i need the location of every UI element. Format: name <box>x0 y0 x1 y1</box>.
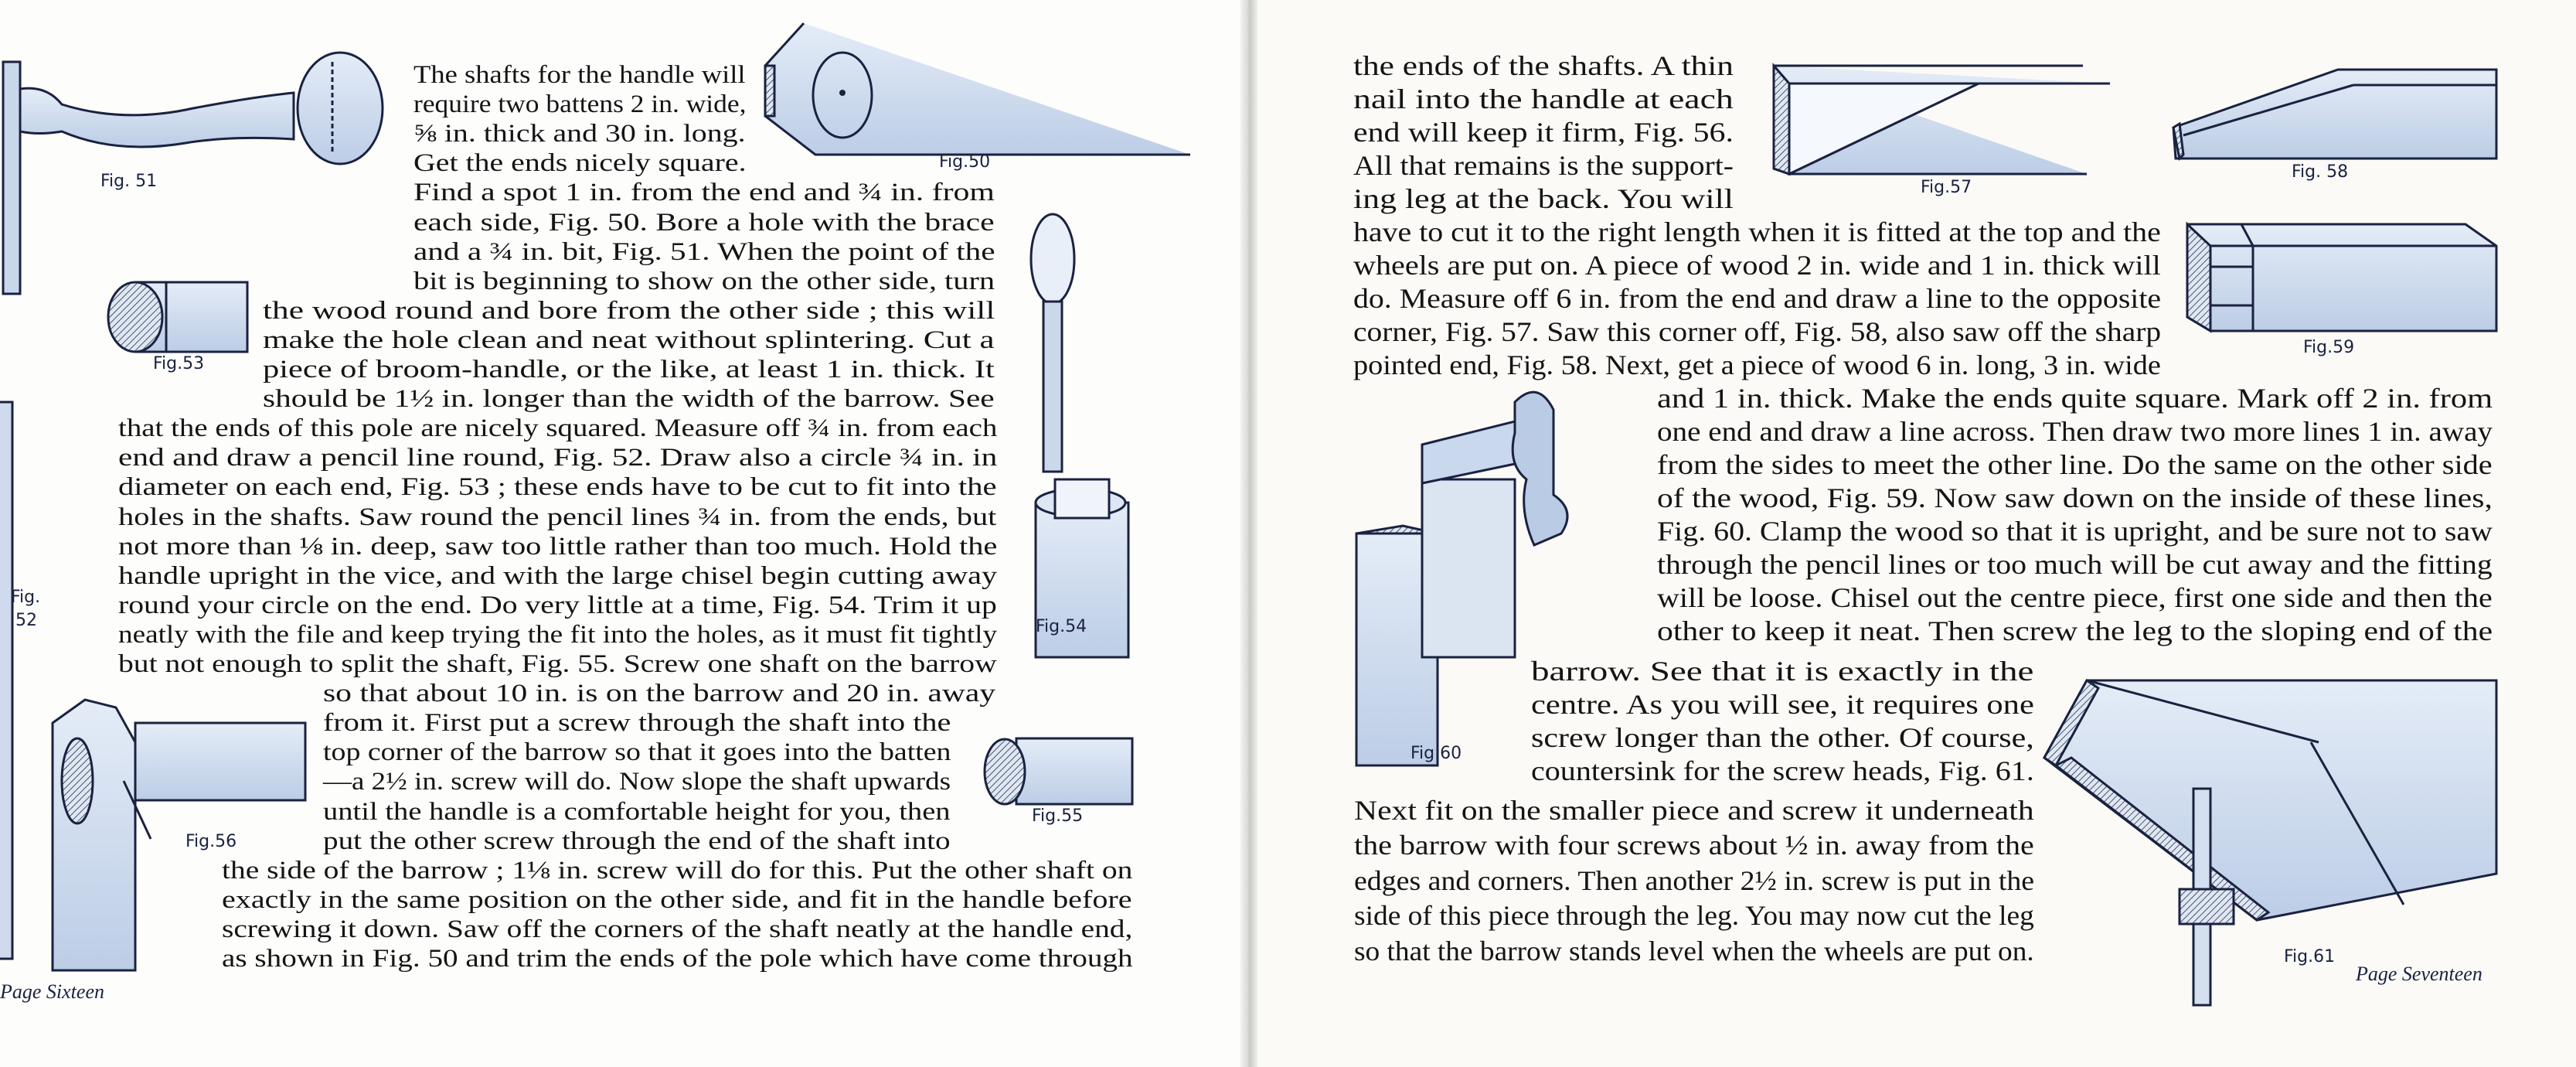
fig53-pole-end-illustration <box>108 282 247 352</box>
text-line: holes in the shafts. Saw round the pencil lines ¾ in. from the ends, but <box>118 503 997 531</box>
fig61-caption: Fig.61 <box>2284 947 2336 966</box>
text-line: piece of broom-handle, or the like, at least 1 in. thick. It <box>263 356 995 384</box>
text-line: diameter on each end, Fig. 53 ; these ends have to be cut to fit into the <box>118 473 997 501</box>
text-line: but not enough to split the shaft, Fig. 55. Screw one shaft on the barrow <box>118 650 997 678</box>
text-line: other to keep it neat. Then screw the leg to the sloping end of the <box>1657 615 2493 646</box>
text-line: should be 1½ in. longer than the width of the barrow. See <box>263 385 995 413</box>
text-line: barrow. See that it is exactly in the <box>1531 656 2034 687</box>
page-number-right: Page Seventeen <box>2356 963 2482 985</box>
fig52-caption-label: Fig. <box>11 588 41 607</box>
text-line: screwing it down. Saw off the corners of the shaft neatly at the handle end, <box>222 915 1133 943</box>
fig61-barrow-leg-illustration <box>2044 680 2496 1005</box>
text-line: of the wood, Fig. 59. Now saw down on the inside of these lines, <box>1657 482 2493 513</box>
text-line: one end and draw a line across. Then draw two more lines 1 in. away <box>1657 416 2493 447</box>
fig54-chisel-illustration <box>1031 214 1128 657</box>
fig50-caption: Fig.50 <box>939 152 991 172</box>
text-line: until the handle is a comfortable height for you, then <box>323 798 951 826</box>
text-line: countersink for the screw heads, Fig. 61. <box>1531 755 2034 786</box>
text-line: Fig. 60. Clamp the wood so that it is upright, and be sure not to saw <box>1657 516 2493 547</box>
text-line: —a 2½ in. screw will do. Now slope the shaft upwards <box>323 768 951 796</box>
text-line: put the other screw through the end of the shaft into <box>323 827 951 855</box>
text-line: wheels are put on. A piece of wood 2 in. wide and 1 in. thick will <box>1353 250 2161 281</box>
text-line: and 1 in. thick. Make the ends quite square. Mark off 2 in. from <box>1657 383 2493 414</box>
text-line: from it. First put a screw through the shaft into the <box>323 709 951 737</box>
fig58-caption: Fig. 58 <box>2292 162 2349 182</box>
text-line: edges and corners. Then another 2½ in. screw is put in the <box>1354 865 2035 896</box>
fig58-cut-wood-illustration <box>2173 70 2496 159</box>
fig55-pole-end-illustration <box>985 738 1132 804</box>
text-line: neatly with the file and keep trying the fit into the holes, as it must fit tightly <box>118 621 998 649</box>
fig53-caption: Fig.53 <box>153 354 205 373</box>
text-line: that the ends of this pole are nicely squared. Measure off ¾ in. from each <box>118 414 998 442</box>
fig51-caption: Fig. 51 <box>100 172 158 191</box>
text-line: Find a spot 1 in. from the end and ¾ in. from <box>413 179 995 206</box>
text-line: screw longer than the other. Of course, <box>1531 722 2034 753</box>
text-line: All that remains is the support- <box>1353 150 1734 181</box>
fig52-caption-number: 52 <box>15 611 37 630</box>
text-line: exactly in the same position on the other side, and fit in the handle before <box>222 886 1132 914</box>
text-line: will be loose. Chisel out the centre piece, first one side and then the <box>1657 582 2493 613</box>
text-line: the barrow with four screws about ½ in. away from the <box>1354 830 2034 861</box>
text-line: do. Measure off 6 in. from the end and draw a line to the opposite <box>1353 283 2162 314</box>
text-line: and a ¾ in. bit, Fig. 51. When the point of the <box>413 238 995 266</box>
text-line: pointed end, Fig. 58. Next, get a piece of wood 6 in. long, 3 in. wide <box>1353 349 2161 380</box>
text-line: from the sides to meet the other line. Do the same on the other side <box>1657 449 2493 480</box>
text-line: ing leg at the back. You will <box>1353 183 1734 214</box>
text-line: Get the ends nicely square. <box>413 149 747 177</box>
fig54-caption: Fig.54 <box>1036 617 1087 636</box>
fig59-caption: Fig.59 <box>2303 338 2355 357</box>
text-line: nail into the handle at each <box>1353 84 1734 114</box>
page-number-left: Page Sixteen <box>0 980 104 1003</box>
text-line: each side, Fig. 50. Bore a hole with the brace <box>413 209 995 237</box>
fig52-pole-illustration <box>0 402 12 959</box>
text-line: handle upright in the vice, and with the large chisel begin cutting away <box>118 562 998 590</box>
text-line: make the hole clean and neat without splintering. Cut a <box>263 326 995 354</box>
text-line: end and draw a pencil line round, Fig. 52. Draw also a circle ¾ in. in <box>118 444 998 472</box>
text-line: ⅝ in. thick and 30 in. long. <box>413 120 746 148</box>
text-line: the side of the barrow ; 1⅛ in. screw will do for this. Put the other shaft on <box>222 857 1133 885</box>
text-line: have to cut it to the right length when it is fitted at the top and the <box>1353 216 2161 247</box>
text-line: top corner of the barrow so that it goes into the batten <box>323 738 951 766</box>
text-line: Next fit on the smaller piece and screw it underneath <box>1354 795 2034 826</box>
text-line: the ends of the shafts. A thin <box>1353 50 1734 81</box>
fig55-caption: Fig.55 <box>1032 806 1084 826</box>
text-line: end will keep it firm, Fig. 56. <box>1353 117 1734 148</box>
fig51-brace-illustration <box>3 53 383 294</box>
text-line: as shown in Fig. 50 and trim the ends of the pole which have come through <box>222 945 1133 973</box>
fig57-wood-piece-illustration <box>1774 66 2110 174</box>
text-line: so that the barrow stands level when the wheels are put on. <box>1354 936 2034 966</box>
text-line: not more than ⅛ in. deep, saw too little rather than too much. Hold the <box>118 533 998 561</box>
fig59-marked-wood-illustration <box>2187 224 2496 331</box>
fig50-shaft-end-illustration <box>765 23 1190 155</box>
fig57-caption: Fig.57 <box>1921 178 1972 197</box>
fig56-caption: Fig.56 <box>185 832 237 851</box>
text-line: so that about 10 in. is on the barrow and 20 in. away <box>323 680 996 707</box>
text-line: the wood round and bore from the other side ; this will <box>263 297 995 325</box>
text-line: bit is beginning to show on the other side, turn <box>413 268 995 295</box>
text-line: round your circle on the end. Do very little at a time, Fig. 54. Trim it up <box>118 591 997 619</box>
fig60-caption: Fig.60 <box>1411 744 1462 763</box>
text-line: require two battens 2 in. wide, <box>413 90 747 118</box>
text-line: corner, Fig. 57. Saw this corner off, Fig. 58, also saw off the sharp <box>1353 316 2162 347</box>
text-line: side of this piece through the leg. You may now cut the leg <box>1354 900 2034 931</box>
text-line: through the pencil lines or too much will be cut away and the fitting <box>1657 549 2493 580</box>
text-line: The shafts for the handle will <box>413 61 746 89</box>
text-line: centre. As you will see, it requires one <box>1531 689 2034 720</box>
